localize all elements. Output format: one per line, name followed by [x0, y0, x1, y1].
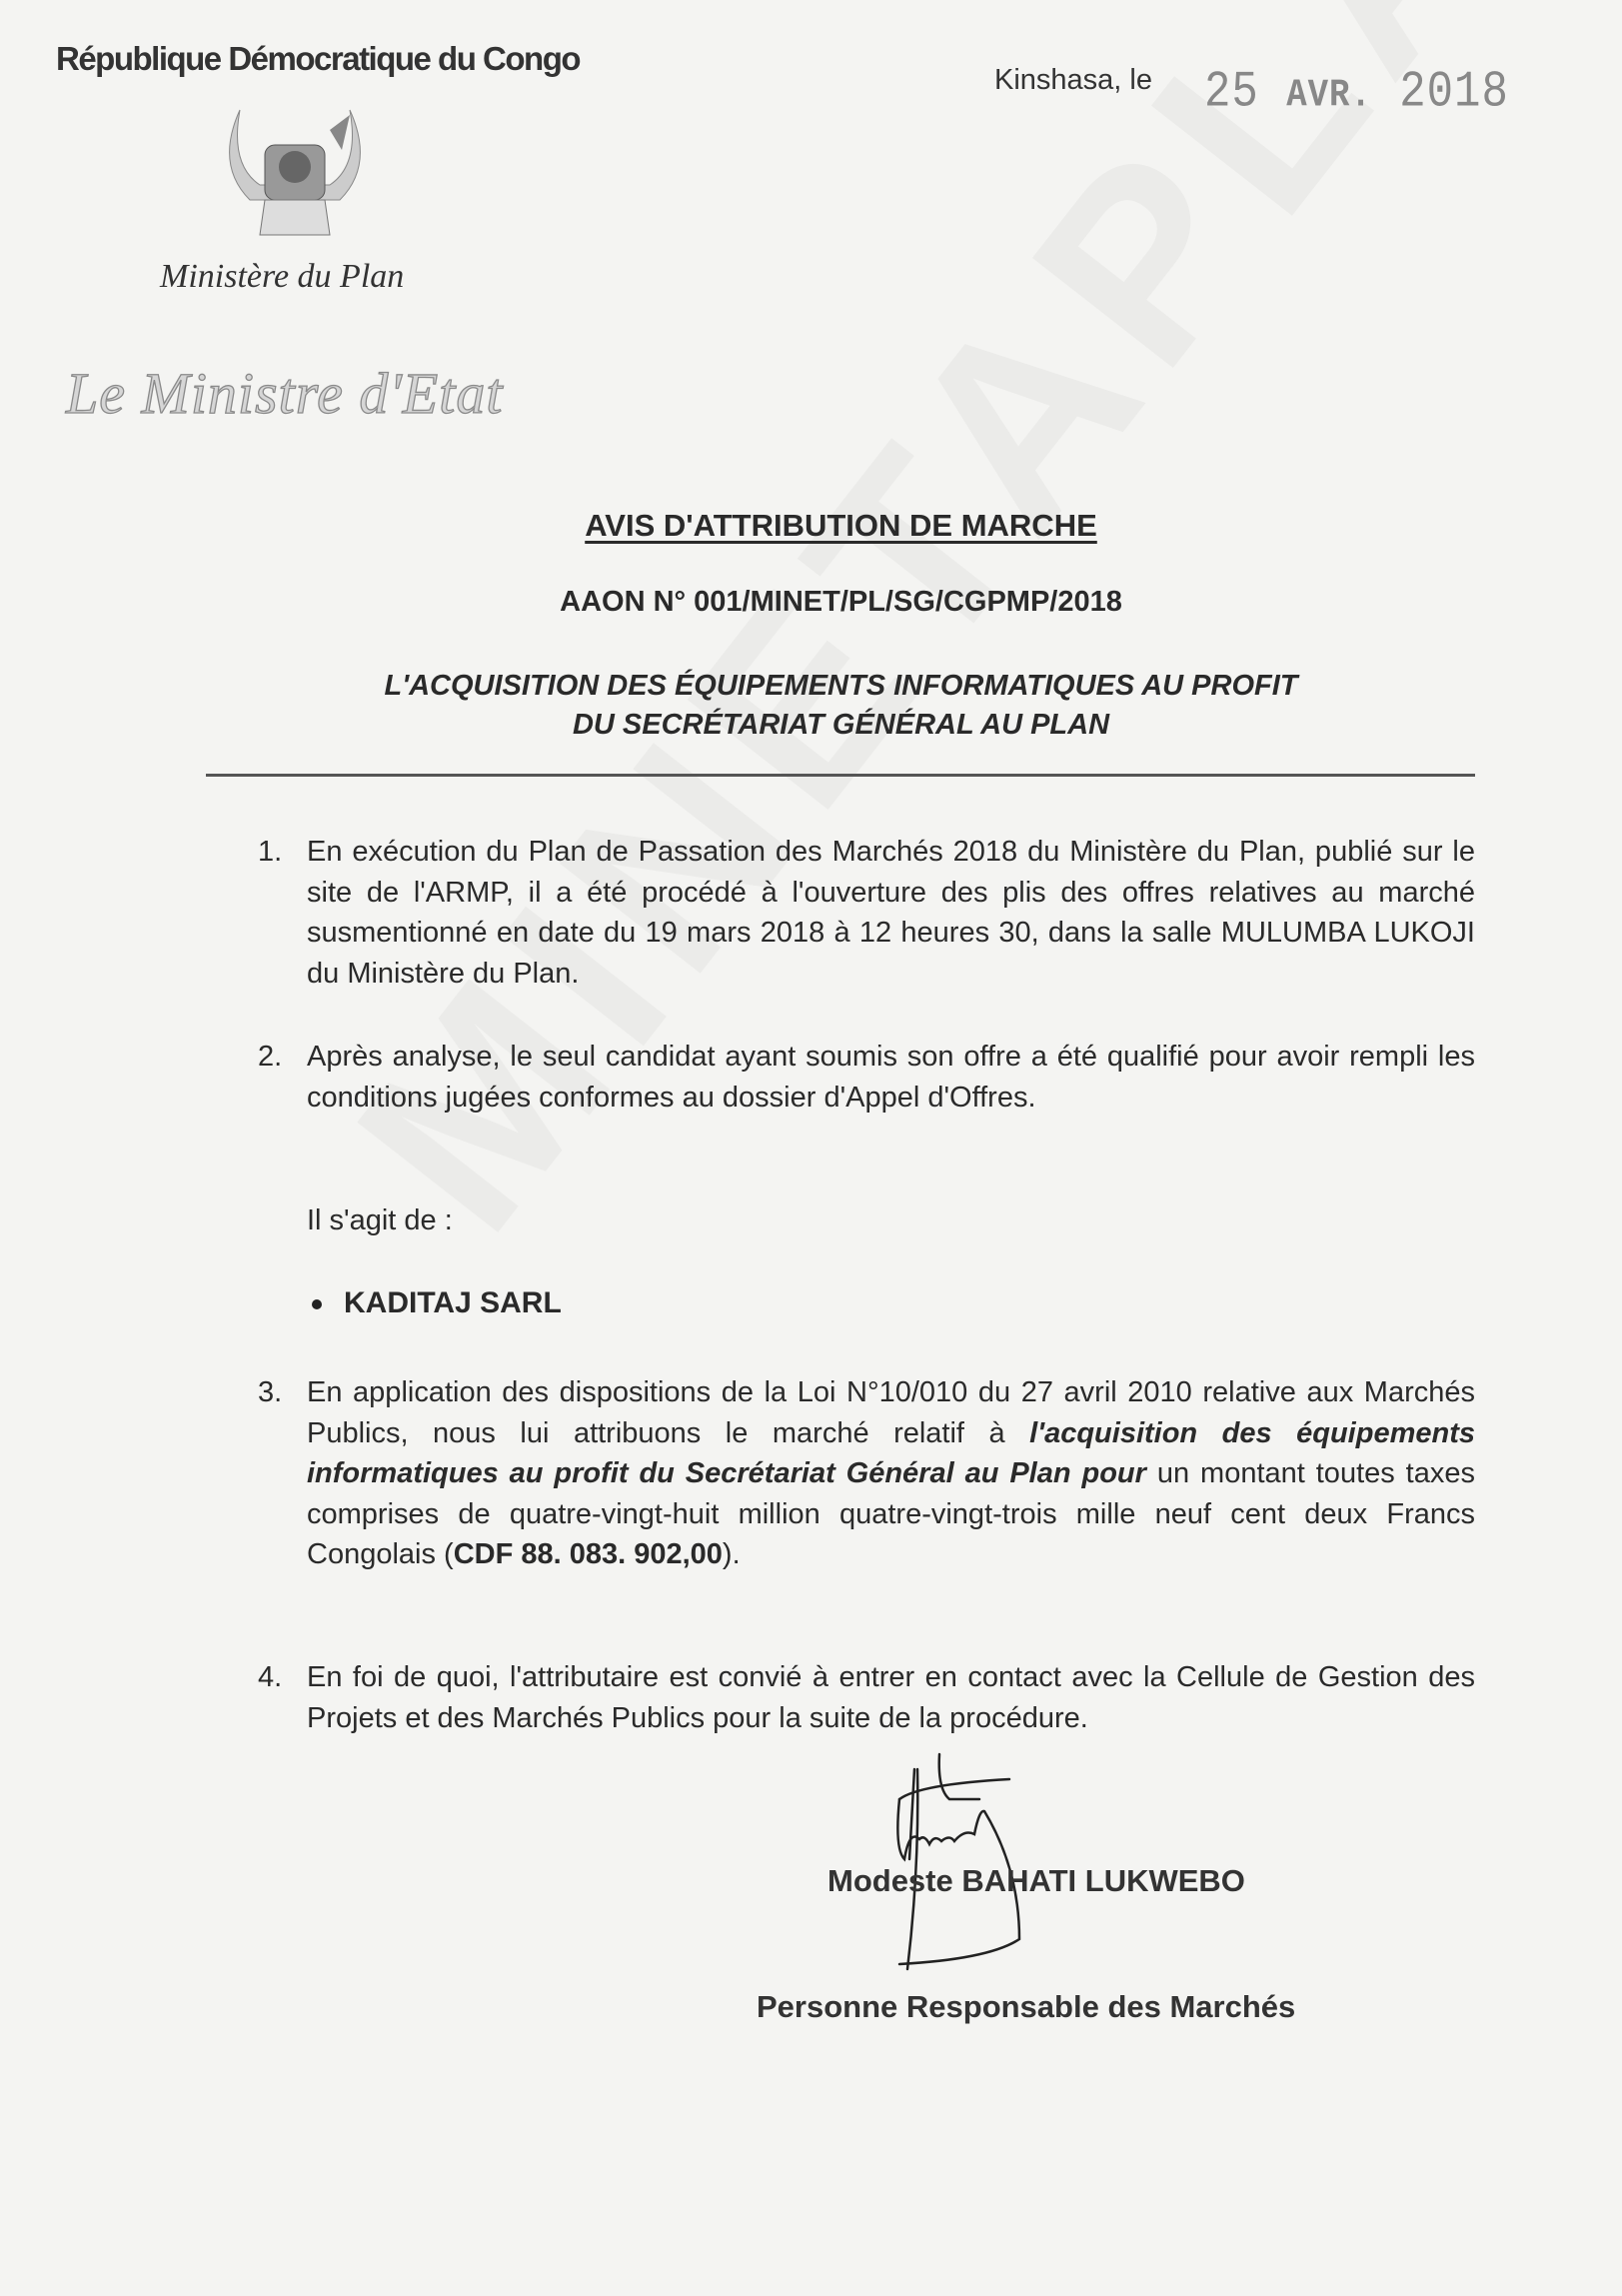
paragraph-number: 2.	[258, 1041, 283, 1073]
document-subject	[0, 667, 1622, 745]
country-header: République Démocratique du Congo	[56, 40, 581, 77]
paragraph-text: En exécution du Plan de Passation des Marchés 2018 du Ministère du Plan, publié sur le site de l'ARMP, il a été procédé à l'ouverture des plis des offres relatives au marché susmentionné en date du 19 mars 2018 à 12 heures 30, dans la salle MULUMBA LUKOJI du Ministère du Plan.	[307, 836, 1475, 990]
date-stamp	[1204, 64, 1509, 122]
document-title: AVIS D'ATTRIBUTION DE MARCHE	[585, 508, 1097, 543]
winner-intro: Il s'agit de :	[307, 1204, 453, 1236]
ministry-name: Ministère du Plan	[160, 258, 405, 295]
paragraph-text: En foi de quoi, l'attributaire est convié à entrer en contact avec la Cellule de Gestion des Projets et des Marchés Publics pour la suite de la procédure.	[307, 1661, 1475, 1734]
paragraph-number: 1.	[258, 836, 283, 868]
paragraph-1	[258, 832, 1475, 994]
paragraph-number: 3.	[258, 1376, 283, 1408]
document-reference: AAON N° 001/MINET/PL/SG/CGPMP/2018	[560, 586, 1122, 618]
bullet-icon	[312, 1299, 322, 1309]
paragraph-text	[307, 1372, 1475, 1575]
paragraph-3	[258, 1372, 1475, 1575]
place-date-label: Kinshasa, le	[994, 64, 1152, 96]
text-segment: ).	[722, 1538, 741, 1570]
subject-line-2: DU SECRÉTARIAT GÉNÉRAL AU PLAN	[572, 709, 1110, 741]
paragraph-number: 4.	[258, 1661, 283, 1693]
divider	[206, 774, 1475, 777]
paragraph-4	[258, 1657, 1475, 1738]
contract-subject: l'acquisition des équipements informatiques au profit du Secrétariat Général au Plan pour	[307, 1416, 1475, 1489]
subject-line-1: L'ACQUISITION DES ÉQUIPEMENTS INFORMATIQUES AU PROFIT	[384, 670, 1298, 702]
date-month: AVR.	[1286, 74, 1372, 119]
text-segment: un montant toutes taxes comprises de quatre-vingt-huit million quatre-vingt-trois mille neuf cent deux Francs Congolais (	[307, 1457, 1475, 1570]
coat-of-arms-emblem	[210, 105, 380, 250]
signatory-role: Personne Responsable des Marchés	[757, 1989, 1296, 2024]
winner-name: KADITAJ SARL	[344, 1286, 562, 1319]
paragraph-text: Après analyse, le seul candidat ayant soumis son offre a été qualifié pour avoir rempli les conditions jugées conformes au dossier d'Appel d'Offres.	[307, 1041, 1475, 1114]
minister-letterhead: Le Ministre d'Etat	[66, 361, 504, 426]
date-year: 2018	[1399, 64, 1509, 122]
text-segment: En application des dispositions de la Loi N°10/010 du 27 avril 2010 relative aux Marchés Publics, nous lui attribuons le marché relatif à	[307, 1376, 1475, 1449]
winner-item	[312, 1286, 562, 1320]
date-day: 25	[1204, 64, 1259, 122]
paragraph-2	[258, 1037, 1475, 1118]
signatory-name: Modeste BAHATI LUKWEBO	[827, 1863, 1245, 1898]
contract-amount: CDF 88. 083. 902,00	[453, 1538, 723, 1570]
